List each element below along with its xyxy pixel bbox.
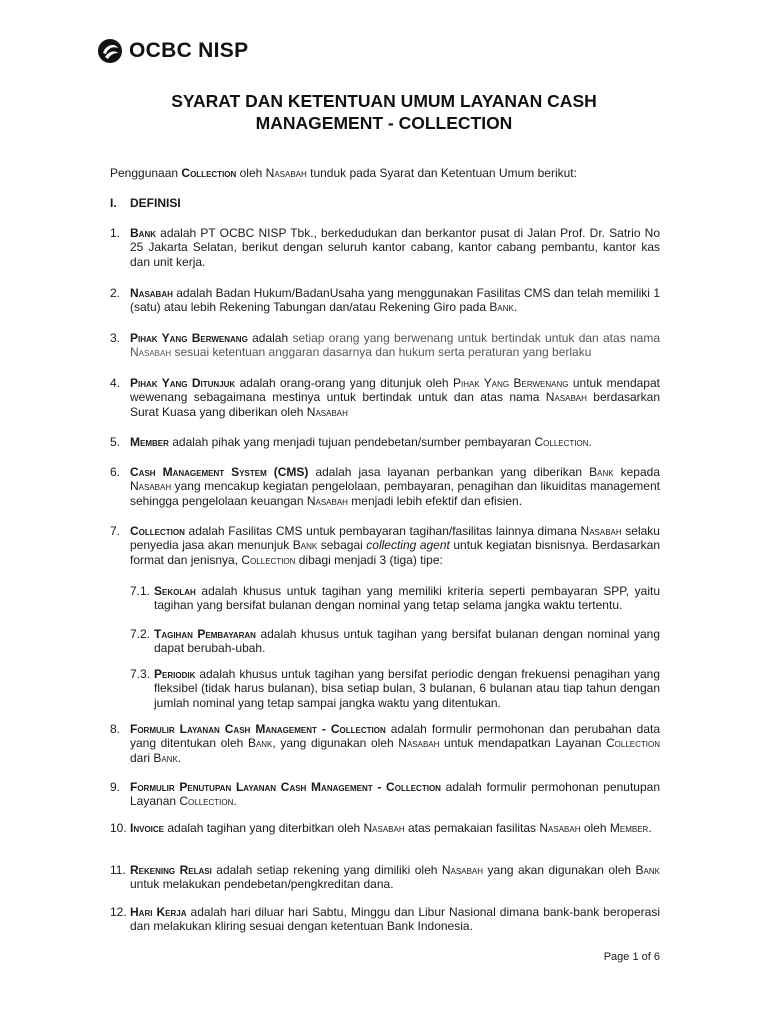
- intro-text: Penggunaan: [110, 166, 182, 180]
- subitem-number: 7.3.: [130, 667, 151, 681]
- item-text: Member adalah pihak yang menjadi tujuan pendebetan/sumber pembayaran Collection.: [130, 435, 592, 449]
- ocbc-logo-icon: [97, 38, 123, 64]
- subitem-text: Sekolah adalah khusus untuk tagihan yang memiliki kriteria seperti pembayaran SPP, yaitu tagihan yang bersifat bulanan dengan nominal yang tetap selama jangka waktu tertentu.: [154, 584, 660, 613]
- intro-text: oleh: [236, 166, 266, 180]
- item-number: 11.: [110, 863, 126, 877]
- definition-item: [110, 722, 660, 765]
- section-title: DEFINISI: [130, 196, 181, 210]
- definition-item: [110, 286, 660, 315]
- title-line-1: SYARAT DAN KETENTUAN UMUM LAYANAN CASH: [171, 91, 597, 111]
- section-number: I.: [110, 196, 117, 210]
- item-text: Collection adalah Fasilitas CMS untuk pembayaran tagihan/fasilitas lainnya dimana Nasabah selaku penyedia jasa akan menunjuk Bank sebagai collecting agent untuk kegiatan bisnisnya. Berdasarkan format dan jenisnya, Collection dibagi menjadi 3 (tiga) tipe:: [130, 524, 660, 567]
- definition-subitem: [130, 667, 660, 710]
- definition-item: [110, 863, 660, 892]
- item-text: Hari Kerja adalah hari diluar hari Sabtu, Minggu dan Libur Nasional dimana bank-bank beroperasi dan melakukan kliring sesuai dengan ketentuan Bank Indonesia.: [130, 905, 660, 934]
- item-number: 5.: [110, 435, 121, 449]
- definition-item: [110, 905, 660, 934]
- item-number: 7.: [110, 524, 121, 538]
- item-number: 10.: [110, 821, 127, 835]
- bank-logo: [97, 38, 248, 64]
- item-number: 4.: [110, 376, 121, 390]
- item-text: Pihak Yang Berwenang adalah setiap orang yang berwenang untuk bertindak untuk dan atas nama Nasabah sesuai ketentuan anggaran dasarnya dan hukum serta peraturan yang berlaku: [130, 331, 661, 360]
- page-number: Page 1 of 6: [603, 951, 660, 963]
- document-title: [100, 90, 668, 134]
- definition-item: [110, 376, 660, 419]
- item-text: Rekening Relasi adalah setiap rekening yang dimiliki oleh Nasabah yang akan digunakan oleh Bank untuk melakukan pendebetan/pengkreditan dana.: [130, 863, 660, 892]
- definition-item: [110, 331, 660, 360]
- item-number: 1.: [110, 226, 121, 240]
- title-line-2: MANAGEMENT - COLLECTION: [255, 113, 513, 133]
- definition-item: [110, 226, 660, 269]
- subitem-text: Periodik adalah khusus untuk tagihan yang bersifat periodic dengan frekuensi penagihan yang fleksibel (tidak harus bulanan), bisa setiap bulan, 3 bulanan, 6 bulanan atau tiap tahun dengan jumlah nominal yang tetap sampai jangka waktu yang ditentukan.: [154, 667, 660, 710]
- item-text: Invoice adalah tagihan yang diterbitkan oleh Nasabah atas pemakaian fasilitas Nasabah oleh Member.: [130, 821, 652, 835]
- item-text: Cash Management System (CMS) adalah jasa layanan perbankan yang diberikan Bank kepada Nasabah yang mencakup kegiatan pengelolaan, pembayaran, penagihan dan likuiditas management sehingga pengelolaan keuangan Nasabah menjadi lebih efektif dan efisien.: [130, 465, 660, 508]
- intro-term: Nasabah: [265, 166, 307, 180]
- definition-subitem: [130, 627, 660, 656]
- item-text: Nasabah adalah Badan Hukum/BadanUsaha yang menggunakan Fasilitas CMS dan telah memiliki 1 (satu) atau lebih Rekening Tabungan dan/atau Rekening Giro pada Bank.: [130, 286, 660, 315]
- item-number: 12.: [110, 905, 127, 919]
- subitem-number: 7.2.: [130, 627, 151, 641]
- item-text: Bank adalah PT OCBC NISP Tbk., berkedudukan dan berkantor pusat di Jalan Prof. Dr. Satrio No 25 Jakarta Selatan, berikut dengan seluruh kantor cabang, kantor cabang pembantu, kantor kas dan unit kerja.: [130, 226, 660, 269]
- logo-text: OCBC NISP: [129, 39, 249, 62]
- definition-item: [110, 780, 660, 809]
- intro-paragraph: [110, 166, 577, 180]
- item-number: 3.: [110, 331, 121, 345]
- item-text: Formulir Penutupan Layanan Cash Management - Collection adalah formulir permohonan penutupan Layanan Collection.: [130, 780, 661, 809]
- definition-item: [110, 821, 660, 835]
- item-number: 6.: [110, 465, 121, 479]
- subitem-text: Tagihan Pembayaran adalah khusus untuk tagihan yang bersifat bulanan dengan nominal yang dapat berubah-ubah.: [154, 627, 660, 656]
- item-number: 2.: [110, 286, 121, 300]
- item-number: 8.: [110, 722, 121, 736]
- definition-item: [110, 524, 660, 567]
- definition-item: [110, 465, 660, 508]
- subitem-number: 7.1.: [130, 584, 151, 598]
- item-text: Pihak Yang Ditunjuk adalah orang-orang yang ditunjuk oleh Pihak Yang Berwenang untuk mendapat wewenang sebagaimana mestinya untuk bertindak untuk dan atas nama Nasabah berdasarkan Surat Kuasa yang diberikan oleh Nasabah: [130, 376, 661, 419]
- intro-text: tunduk pada Syarat dan Ketentuan Umum berikut:: [306, 166, 577, 180]
- item-number: 9.: [110, 780, 121, 794]
- definition-subitem: [130, 584, 660, 613]
- item-text: Formulir Layanan Cash Management - Collection adalah formulir permohonan dan perubahan data yang ditentukan oleh Bank, yang digunakan oleh Nasabah untuk mendapatkan Layanan Collection dari Bank.: [130, 722, 661, 765]
- intro-term: Collection: [181, 166, 237, 180]
- definition-item: [110, 435, 660, 449]
- section-heading: [110, 196, 181, 210]
